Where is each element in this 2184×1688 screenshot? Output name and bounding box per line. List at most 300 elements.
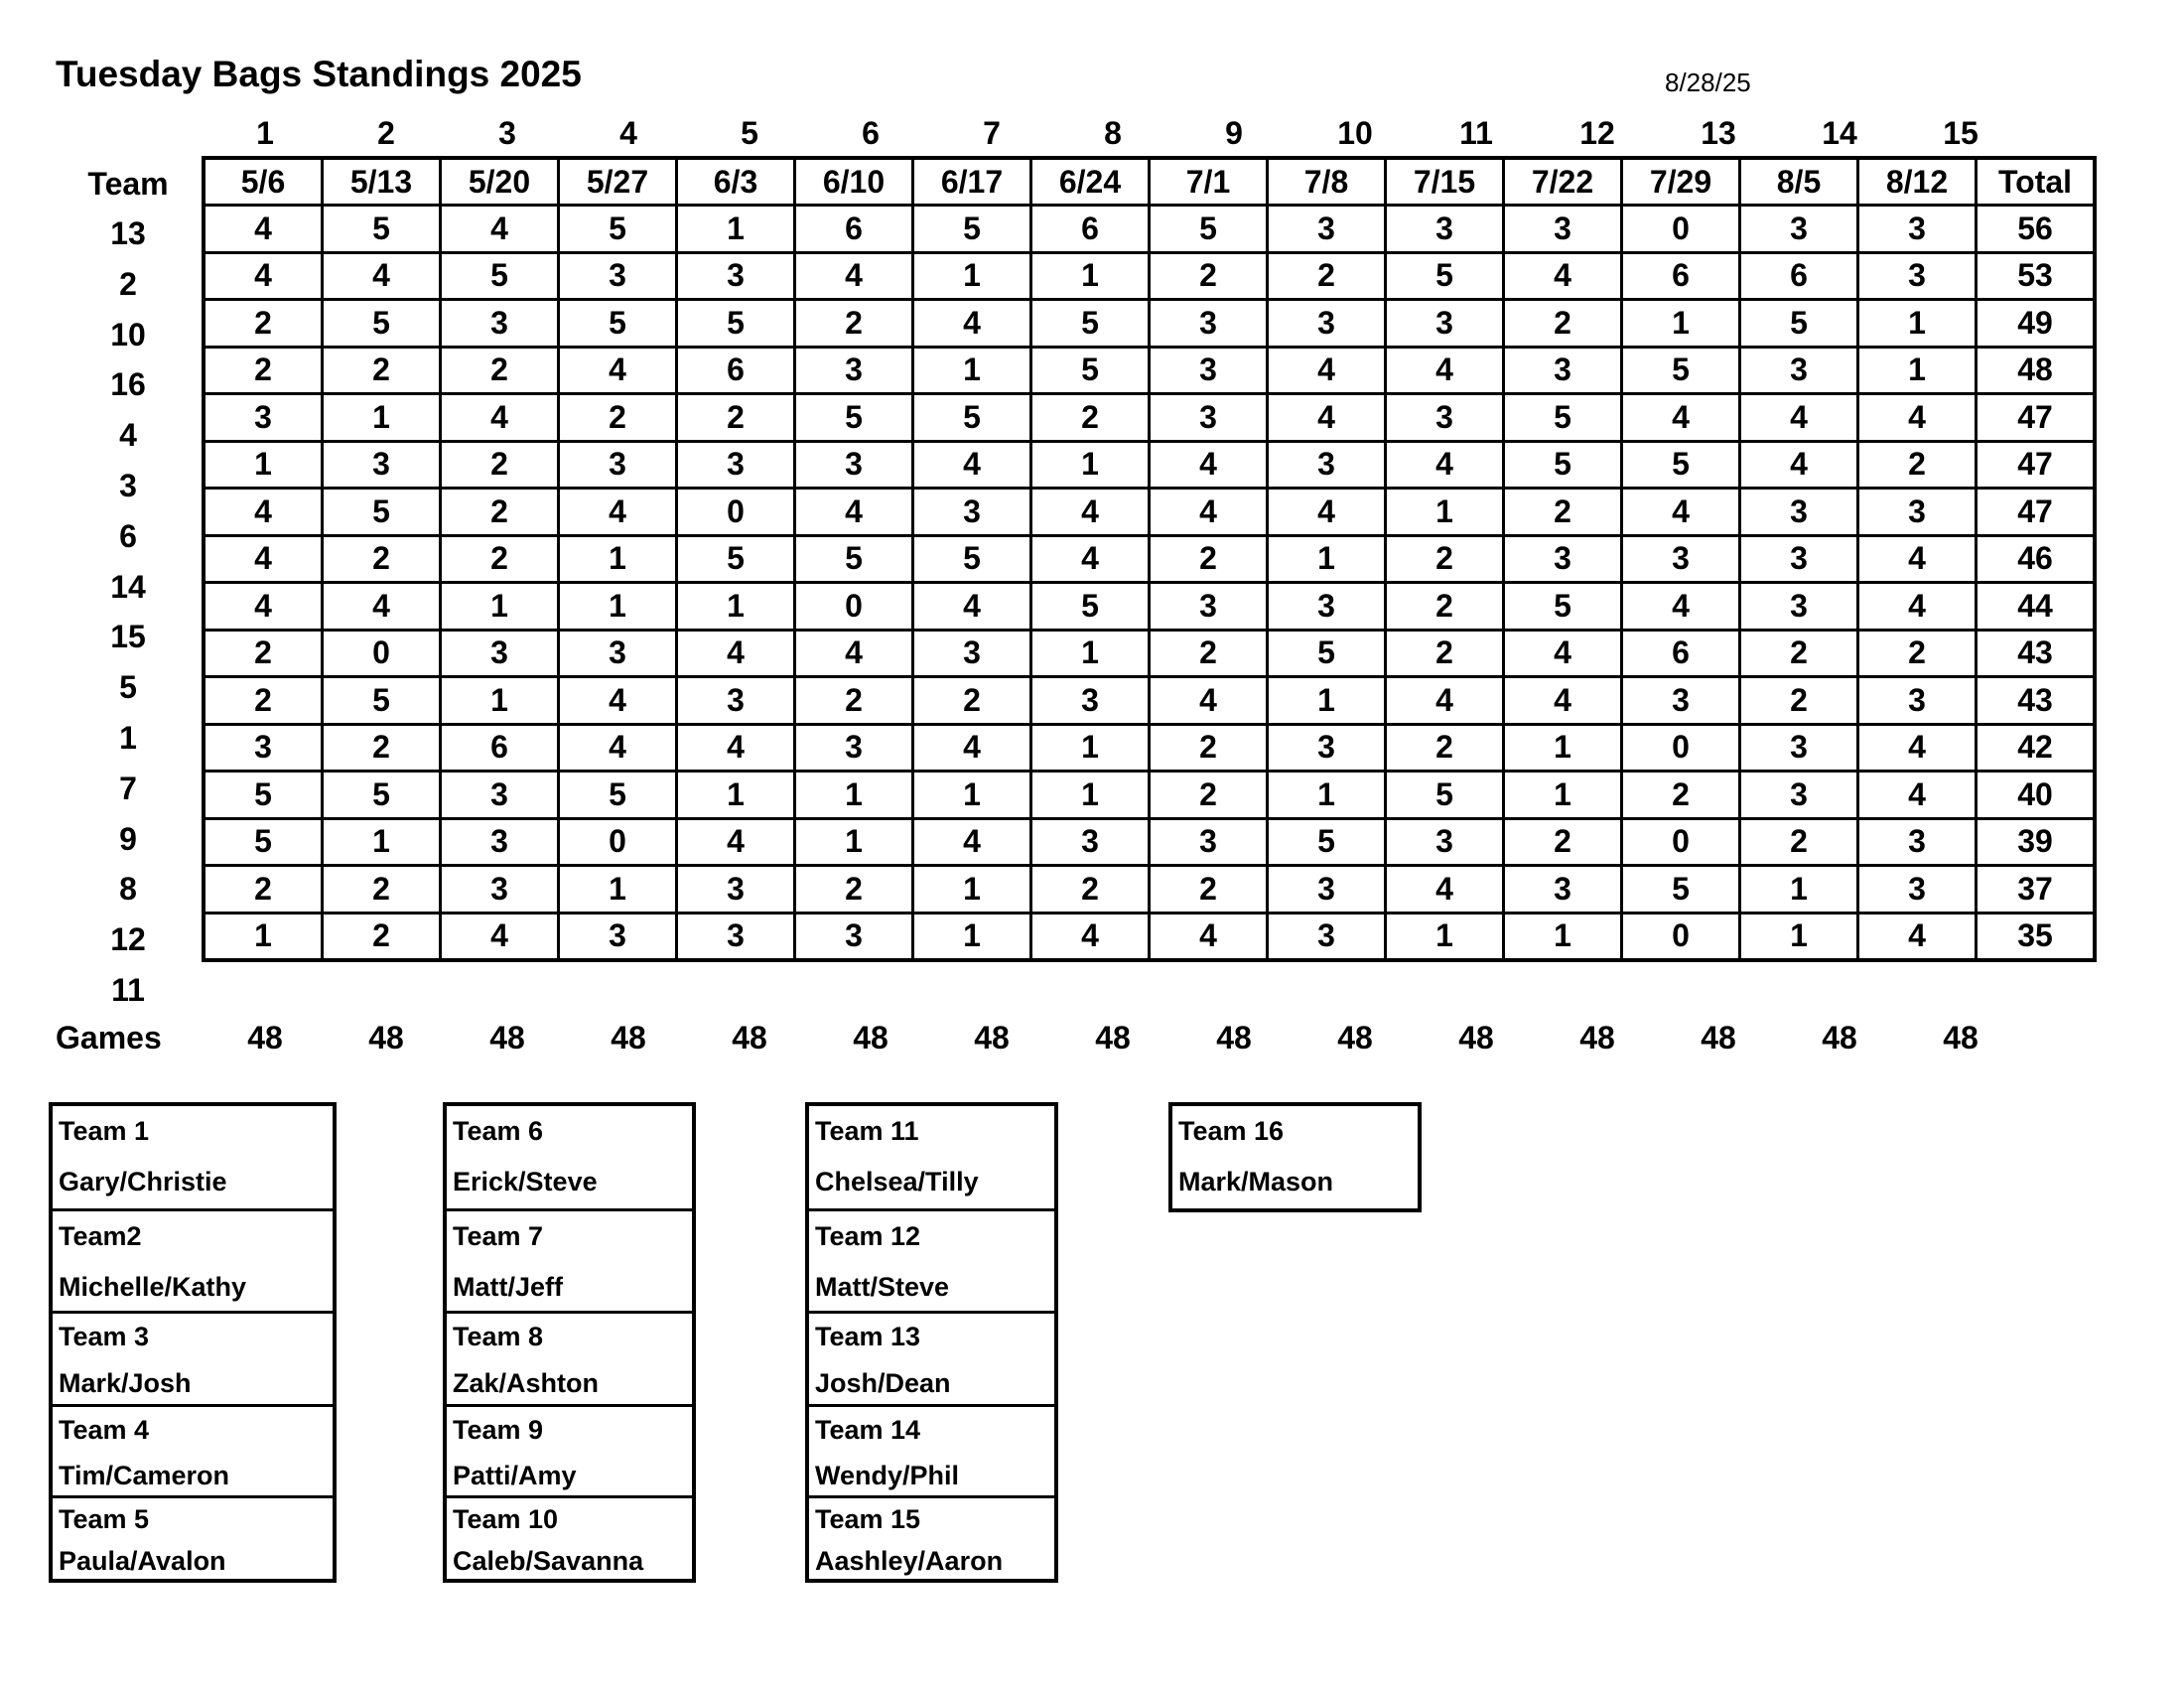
games-count: 48 <box>1095 1020 1131 1055</box>
score-cell: 1 <box>1031 772 1150 819</box>
score-cell: 2 <box>441 535 559 583</box>
score-cell: 5 <box>559 772 677 819</box>
roster-entry <box>1172 1106 1418 1208</box>
score-cell: 2 <box>205 630 323 677</box>
week-number: 14 <box>1822 115 1857 151</box>
date-header: 6/17 <box>913 159 1031 206</box>
score-cell: 3 <box>205 394 323 442</box>
score-cell: 4 <box>795 489 913 536</box>
roster-team-name: Team 7 <box>453 1221 544 1251</box>
score-cell: 5 <box>913 206 1031 253</box>
roster-players: Aashley/Aaron <box>815 1546 1004 1576</box>
total-cell: 43 <box>1977 630 2095 677</box>
score-cell: 5 <box>1504 583 1622 631</box>
score-cell: 5 <box>1622 441 1740 489</box>
score-cell: 4 <box>1268 394 1386 442</box>
week-number: 3 <box>498 115 516 151</box>
roster-entry <box>53 1311 333 1404</box>
score-cell: 3 <box>1150 818 1268 866</box>
score-cell: 2 <box>1740 818 1858 866</box>
score-cell: 4 <box>205 252 323 300</box>
score-cell: 5 <box>1386 252 1504 300</box>
week-number: 7 <box>983 115 1001 151</box>
table-row <box>205 772 2095 819</box>
score-cell: 6 <box>441 724 559 772</box>
score-cell: 3 <box>1268 206 1386 253</box>
games-count: 48 <box>1943 1020 1979 1055</box>
score-cell: 4 <box>559 489 677 536</box>
score-cell: 3 <box>1740 206 1858 253</box>
score-cell: 3 <box>1268 913 1386 960</box>
score-cell: 2 <box>1740 677 1858 725</box>
total-cell: 37 <box>1977 866 2095 914</box>
score-cell: 4 <box>913 441 1031 489</box>
score-cell: 1 <box>559 866 677 914</box>
score-cell: 2 <box>1504 818 1622 866</box>
games-count: 48 <box>1701 1020 1736 1055</box>
score-cell: 3 <box>677 441 795 489</box>
table-row <box>205 866 2095 914</box>
team-number: 12 <box>110 921 146 958</box>
score-cell: 4 <box>795 630 913 677</box>
score-cell: 1 <box>1031 441 1150 489</box>
team-number: 8 <box>119 871 137 908</box>
score-cell: 1 <box>913 772 1031 819</box>
score-cell: 3 <box>795 724 913 772</box>
score-cell: 2 <box>1150 535 1268 583</box>
score-cell: 4 <box>1150 489 1268 536</box>
score-cell: 2 <box>205 347 323 394</box>
score-cell: 2 <box>677 394 795 442</box>
score-cell: 2 <box>205 300 323 348</box>
score-cell: 3 <box>1858 489 1977 536</box>
roster-team-name: Team 4 <box>59 1415 150 1445</box>
date-header: 6/3 <box>677 159 795 206</box>
score-cell: 2 <box>559 394 677 442</box>
score-cell: 1 <box>1858 347 1977 394</box>
date-header: 8/5 <box>1740 159 1858 206</box>
score-cell: 3 <box>205 724 323 772</box>
date-header: 7/15 <box>1386 159 1504 206</box>
score-cell: 4 <box>1150 441 1268 489</box>
score-cell: 4 <box>1150 677 1268 725</box>
score-cell: 5 <box>323 677 441 725</box>
score-cell: 2 <box>795 677 913 725</box>
score-cell: 1 <box>1504 724 1622 772</box>
score-cell: 3 <box>441 772 559 819</box>
score-cell: 2 <box>1031 866 1150 914</box>
roster-players: Mark/Josh <box>59 1368 192 1398</box>
table-row <box>205 818 2095 866</box>
score-cell: 1 <box>323 394 441 442</box>
total-cell: 46 <box>1977 535 2095 583</box>
score-cell: 1 <box>795 818 913 866</box>
score-cell: 5 <box>1622 347 1740 394</box>
roster-players: Matt/Jeff <box>453 1272 564 1302</box>
total-cell: 56 <box>1977 206 2095 253</box>
score-cell: 5 <box>1031 300 1150 348</box>
date-header: 5/13 <box>323 159 441 206</box>
score-cell: 0 <box>323 630 441 677</box>
score-cell: 5 <box>1504 441 1622 489</box>
games-count: 48 <box>1337 1020 1373 1055</box>
score-cell: 4 <box>1504 677 1622 725</box>
score-cell: 2 <box>323 913 441 960</box>
score-cell: 3 <box>1858 866 1977 914</box>
score-cell: 1 <box>441 677 559 725</box>
date-header: 5/20 <box>441 159 559 206</box>
score-cell: 5 <box>1031 347 1150 394</box>
roster-players: Zak/Ashton <box>453 1368 600 1398</box>
score-cell: 1 <box>1622 300 1740 348</box>
total-cell: 47 <box>1977 489 2095 536</box>
total-cell: 42 <box>1977 724 2095 772</box>
score-cell: 4 <box>1622 489 1740 536</box>
week-number-row <box>205 111 2021 155</box>
score-cell: 2 <box>323 866 441 914</box>
games-label: Games <box>56 1020 162 1055</box>
score-cell: 2 <box>1150 772 1268 819</box>
score-cell: 4 <box>1386 866 1504 914</box>
score-cell: 4 <box>205 583 323 631</box>
score-cell: 3 <box>1150 583 1268 631</box>
total-cell: 44 <box>1977 583 2095 631</box>
score-cell: 4 <box>1504 252 1622 300</box>
score-cell: 2 <box>795 866 913 914</box>
score-cell: 4 <box>1740 441 1858 489</box>
score-cell: 2 <box>1031 394 1150 442</box>
total-cell: 48 <box>1977 347 2095 394</box>
roster-players: Mark/Mason <box>1178 1167 1334 1196</box>
roster-team-name: Team2 <box>59 1221 142 1251</box>
score-cell: 1 <box>1268 535 1386 583</box>
score-cell: 5 <box>795 394 913 442</box>
score-cell: 2 <box>1386 583 1504 631</box>
score-cell: 3 <box>1740 772 1858 819</box>
total-cell: 43 <box>1977 677 2095 725</box>
score-cell: 2 <box>441 441 559 489</box>
score-cell: 5 <box>795 535 913 583</box>
score-cell: 3 <box>1740 489 1858 536</box>
roster-team-name: Team 9 <box>453 1415 544 1445</box>
games-count: 48 <box>1458 1020 1494 1055</box>
score-cell: 5 <box>1031 583 1150 631</box>
total-cell: 47 <box>1977 394 2095 442</box>
week-number: 10 <box>1337 115 1373 151</box>
score-cell: 4 <box>1858 724 1977 772</box>
week-number: 4 <box>619 115 637 151</box>
team-number: 2 <box>119 265 137 302</box>
score-cell: 5 <box>323 300 441 348</box>
score-cell: 2 <box>323 724 441 772</box>
games-count: 48 <box>611 1020 646 1055</box>
games-count: 48 <box>974 1020 1010 1055</box>
score-cell: 0 <box>795 583 913 631</box>
team-number: 11 <box>111 971 145 1008</box>
score-cell: 4 <box>1031 489 1150 536</box>
roster-entry <box>809 1495 1054 1579</box>
score-cell: 3 <box>1622 535 1740 583</box>
table-row <box>205 300 2095 348</box>
roster-box <box>805 1102 1058 1583</box>
week-number: 1 <box>256 115 274 151</box>
score-cell: 5 <box>1740 300 1858 348</box>
score-cell: 4 <box>323 583 441 631</box>
roster-entry <box>447 1311 692 1404</box>
score-cell: 4 <box>1031 535 1150 583</box>
score-cell: 3 <box>559 441 677 489</box>
roster-team-name: Team 13 <box>815 1322 921 1351</box>
score-cell: 3 <box>677 252 795 300</box>
score-cell: 1 <box>1268 772 1386 819</box>
score-cell: 4 <box>441 206 559 253</box>
score-cell: 2 <box>205 677 323 725</box>
date-header: 7/1 <box>1150 159 1268 206</box>
score-cell: 3 <box>795 441 913 489</box>
score-cell: 4 <box>913 583 1031 631</box>
score-cell: 3 <box>913 630 1031 677</box>
team-number: 7 <box>119 770 137 806</box>
score-cell: 4 <box>1740 394 1858 442</box>
score-cell: 4 <box>1386 441 1504 489</box>
score-cell: 3 <box>1031 677 1150 725</box>
score-cell: 2 <box>1386 724 1504 772</box>
week-number: 2 <box>377 115 395 151</box>
roster-players: Patti/Amy <box>453 1461 577 1490</box>
score-cell: 0 <box>559 818 677 866</box>
roster-players: Wendy/Phil <box>815 1461 960 1490</box>
score-cell: 5 <box>1268 630 1386 677</box>
score-cell: 2 <box>323 535 441 583</box>
roster-team-name: Team 12 <box>815 1221 921 1251</box>
roster-box <box>49 1102 337 1583</box>
total-cell: 35 <box>1977 913 2095 960</box>
table-row <box>205 583 2095 631</box>
score-cell: 2 <box>1740 630 1858 677</box>
table-row <box>205 252 2095 300</box>
table-row <box>205 913 2095 960</box>
score-cell: 2 <box>1150 724 1268 772</box>
date-header: 6/10 <box>795 159 913 206</box>
score-cell: 4 <box>1858 535 1977 583</box>
score-cell: 1 <box>795 772 913 819</box>
team-number: 5 <box>119 669 137 706</box>
score-cell: 6 <box>1622 630 1740 677</box>
score-cell: 4 <box>1858 772 1977 819</box>
score-cell: 3 <box>1268 866 1386 914</box>
score-cell: 4 <box>441 394 559 442</box>
score-cell: 5 <box>1504 394 1622 442</box>
score-cell: 1 <box>559 535 677 583</box>
score-cell: 1 <box>677 772 795 819</box>
roster-entry <box>447 1106 692 1208</box>
roster-players: Erick/Steve <box>453 1167 598 1196</box>
table-row <box>205 206 2095 253</box>
score-cell: 3 <box>1858 818 1977 866</box>
table-row <box>205 441 2095 489</box>
roster-team-name: Team 5 <box>59 1504 150 1534</box>
score-cell: 1 <box>1740 866 1858 914</box>
week-number: 9 <box>1225 115 1243 151</box>
games-row <box>205 1015 2021 1060</box>
team-number: 13 <box>110 215 146 251</box>
week-number: 13 <box>1701 115 1736 151</box>
score-cell: 4 <box>559 347 677 394</box>
roster-team-name: Team 6 <box>453 1116 544 1146</box>
table-row <box>205 489 2095 536</box>
roster-team-name: Team 16 <box>1178 1116 1285 1146</box>
score-cell: 4 <box>1622 394 1740 442</box>
score-cell: 1 <box>205 441 323 489</box>
score-cell: 3 <box>441 818 559 866</box>
score-cell: 2 <box>1386 535 1504 583</box>
roster-team-name: Team 15 <box>815 1504 921 1534</box>
score-cell: 4 <box>1622 583 1740 631</box>
score-cell: 2 <box>1150 866 1268 914</box>
score-cell: 0 <box>1622 913 1740 960</box>
table-row <box>205 347 2095 394</box>
games-count: 48 <box>1822 1020 1857 1055</box>
roster-entry <box>809 1311 1054 1404</box>
score-cell: 4 <box>677 818 795 866</box>
score-cell: 3 <box>677 913 795 960</box>
score-cell: 3 <box>1268 300 1386 348</box>
score-cell: 3 <box>441 300 559 348</box>
score-cell: 3 <box>323 441 441 489</box>
score-cell: 5 <box>559 300 677 348</box>
games-count: 48 <box>489 1020 525 1055</box>
score-cell: 5 <box>913 394 1031 442</box>
score-cell: 4 <box>559 677 677 725</box>
team-number: 10 <box>110 316 146 352</box>
score-cell: 3 <box>677 677 795 725</box>
score-cell: 5 <box>205 772 323 819</box>
score-cell: 1 <box>913 252 1031 300</box>
score-cell: 5 <box>323 772 441 819</box>
score-cell: 2 <box>1504 489 1622 536</box>
table-row <box>205 535 2095 583</box>
score-cell: 0 <box>1622 206 1740 253</box>
roster-entry <box>447 1404 692 1495</box>
score-cell: 6 <box>795 206 913 253</box>
score-cell: 4 <box>205 206 323 253</box>
score-cell: 4 <box>1150 913 1268 960</box>
score-cell: 6 <box>1622 252 1740 300</box>
score-cell: 1 <box>1504 772 1622 819</box>
score-cell: 3 <box>441 866 559 914</box>
roster-entry <box>447 1208 692 1311</box>
score-cell: 1 <box>1504 913 1622 960</box>
roster-players: Tim/Cameron <box>59 1461 230 1490</box>
total-cell: 40 <box>1977 772 2095 819</box>
score-cell: 4 <box>677 724 795 772</box>
standings-table <box>203 157 2096 961</box>
score-cell: 0 <box>677 489 795 536</box>
score-cell: 2 <box>323 347 441 394</box>
roster-players: Matt/Steve <box>815 1272 950 1302</box>
roster-entry <box>53 1106 333 1208</box>
score-cell: 3 <box>1268 724 1386 772</box>
team-number: 9 <box>119 820 137 857</box>
games-count: 48 <box>1579 1020 1615 1055</box>
score-cell: 4 <box>1858 913 1977 960</box>
score-cell: 1 <box>1740 913 1858 960</box>
score-cell: 3 <box>1740 583 1858 631</box>
score-cell: 2 <box>1386 630 1504 677</box>
total-cell: 39 <box>1977 818 2095 866</box>
table-row <box>205 677 2095 725</box>
team-number: 15 <box>110 619 146 655</box>
score-cell: 1 <box>1858 300 1977 348</box>
score-cell: 4 <box>559 724 677 772</box>
team-number: 14 <box>110 568 146 605</box>
score-cell: 3 <box>1504 347 1622 394</box>
roster-entry <box>53 1404 333 1495</box>
score-cell: 5 <box>1386 772 1504 819</box>
score-cell: 4 <box>205 489 323 536</box>
score-cell: 2 <box>1150 252 1268 300</box>
page-title: Tuesday Bags Standings 2025 <box>56 54 582 94</box>
games-count: 48 <box>732 1020 767 1055</box>
score-cell: 3 <box>1504 866 1622 914</box>
score-cell: 5 <box>677 535 795 583</box>
score-cell: 3 <box>1386 394 1504 442</box>
week-number: 5 <box>741 115 758 151</box>
roster-team-name: Team 3 <box>59 1322 150 1351</box>
score-cell: 1 <box>205 913 323 960</box>
team-number: 3 <box>119 467 137 503</box>
score-cell: 4 <box>441 913 559 960</box>
score-cell: 4 <box>1504 630 1622 677</box>
score-cell: 2 <box>1858 441 1977 489</box>
score-cell: 3 <box>1386 818 1504 866</box>
date-header: 7/29 <box>1622 159 1740 206</box>
score-cell: 2 <box>1150 630 1268 677</box>
date-header: 7/22 <box>1504 159 1622 206</box>
date-header: 8/12 <box>1858 159 1977 206</box>
score-cell: 2 <box>441 347 559 394</box>
roster-players: Caleb/Savanna <box>453 1546 644 1576</box>
week-number: 6 <box>862 115 880 151</box>
total-cell: 47 <box>1977 441 2095 489</box>
score-cell: 1 <box>1386 489 1504 536</box>
score-cell: 1 <box>913 347 1031 394</box>
score-cell: 1 <box>441 583 559 631</box>
roster-team-name: Team 11 <box>815 1116 919 1146</box>
score-cell: 1 <box>1386 913 1504 960</box>
score-cell: 1 <box>1268 677 1386 725</box>
week-number: 11 <box>1459 115 1493 151</box>
score-cell: 1 <box>677 206 795 253</box>
score-cell: 2 <box>1622 772 1740 819</box>
roster-players: Michelle/Kathy <box>59 1272 247 1302</box>
score-cell: 1 <box>1031 630 1150 677</box>
score-cell: 2 <box>913 677 1031 725</box>
roster-entry <box>809 1208 1054 1311</box>
score-cell: 1 <box>1031 252 1150 300</box>
score-cell: 1 <box>913 866 1031 914</box>
roster-entry <box>53 1208 333 1311</box>
score-cell: 3 <box>1858 252 1977 300</box>
roster-team-name: Team 1 <box>59 1116 150 1146</box>
score-cell: 4 <box>795 252 913 300</box>
team-number: 16 <box>110 366 146 403</box>
score-cell: 5 <box>559 206 677 253</box>
score-cell: 3 <box>1858 677 1977 725</box>
score-cell: 4 <box>1858 394 1977 442</box>
score-cell: 5 <box>323 206 441 253</box>
score-cell: 5 <box>323 489 441 536</box>
